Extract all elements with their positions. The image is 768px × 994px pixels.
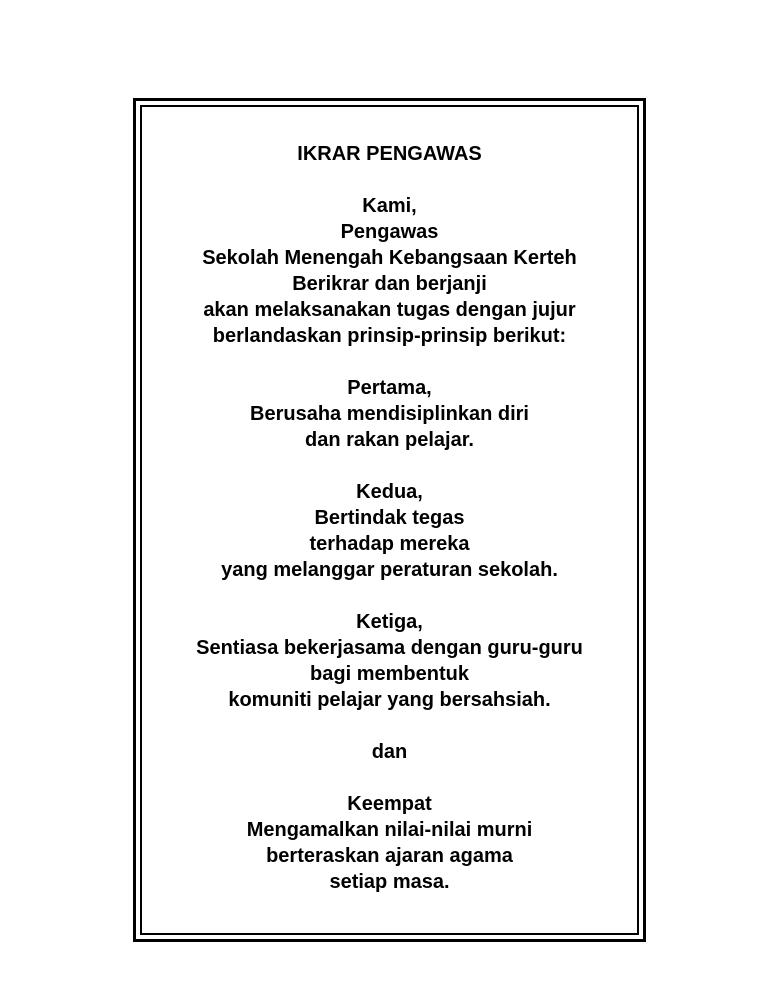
keempat-block — [142, 791, 637, 895]
ketiga-line: Sentiasa bekerjasama dengan guru-guru — [196, 637, 583, 659]
pledge-title-block — [142, 141, 637, 167]
outer-border-frame — [133, 98, 646, 942]
ketiga-line: Ketiga, — [356, 611, 423, 633]
keempat-line: Mengamalkan nilai-nilai murni — [246, 819, 533, 841]
ketiga-line: komuniti pelajar yang bersahsiah. — [228, 689, 551, 711]
intro-line: akan melaksanakan tugas dengan jujur — [203, 299, 576, 321]
pertama-line: dan rakan pelajar. — [305, 429, 474, 451]
pertama-line: Berusaha mendisiplinkan diri — [250, 403, 529, 425]
keempat-line: setiap masa. — [329, 871, 450, 893]
kedua-line: Bertindak tegas — [314, 507, 465, 529]
kedua-line: Kedua, — [356, 481, 423, 503]
keempat-line: Keempat — [347, 793, 432, 815]
kedua-line: yang melanggar peraturan sekolah. — [221, 559, 558, 581]
conjunction-text: dan — [371, 741, 408, 763]
keempat-line: berteraskan ajaran agama — [266, 845, 513, 867]
kedua-line: terhadap mereka — [309, 533, 470, 555]
pledge-content — [142, 141, 637, 921]
intro-line: Sekolah Menengah Kebangsaan Kerteh — [202, 247, 577, 269]
pertama-block — [142, 375, 637, 453]
intro-line: Berikrar dan berjanji — [292, 273, 487, 295]
intro-line: Kami, — [362, 195, 417, 217]
pledge-title: IKRAR PENGAWAS — [297, 143, 482, 165]
ketiga-block — [142, 609, 637, 713]
kedua-block — [142, 479, 637, 583]
pertama-line: Pertama, — [347, 377, 432, 399]
inner-border-frame — [140, 105, 639, 935]
intro-line: berlandaskan prinsip-prinsip berikut: — [212, 325, 567, 347]
intro-line: Pengawas — [340, 221, 439, 243]
conjunction-block — [142, 739, 637, 765]
intro-block — [142, 193, 637, 349]
ketiga-line: bagi membentuk — [310, 663, 469, 685]
